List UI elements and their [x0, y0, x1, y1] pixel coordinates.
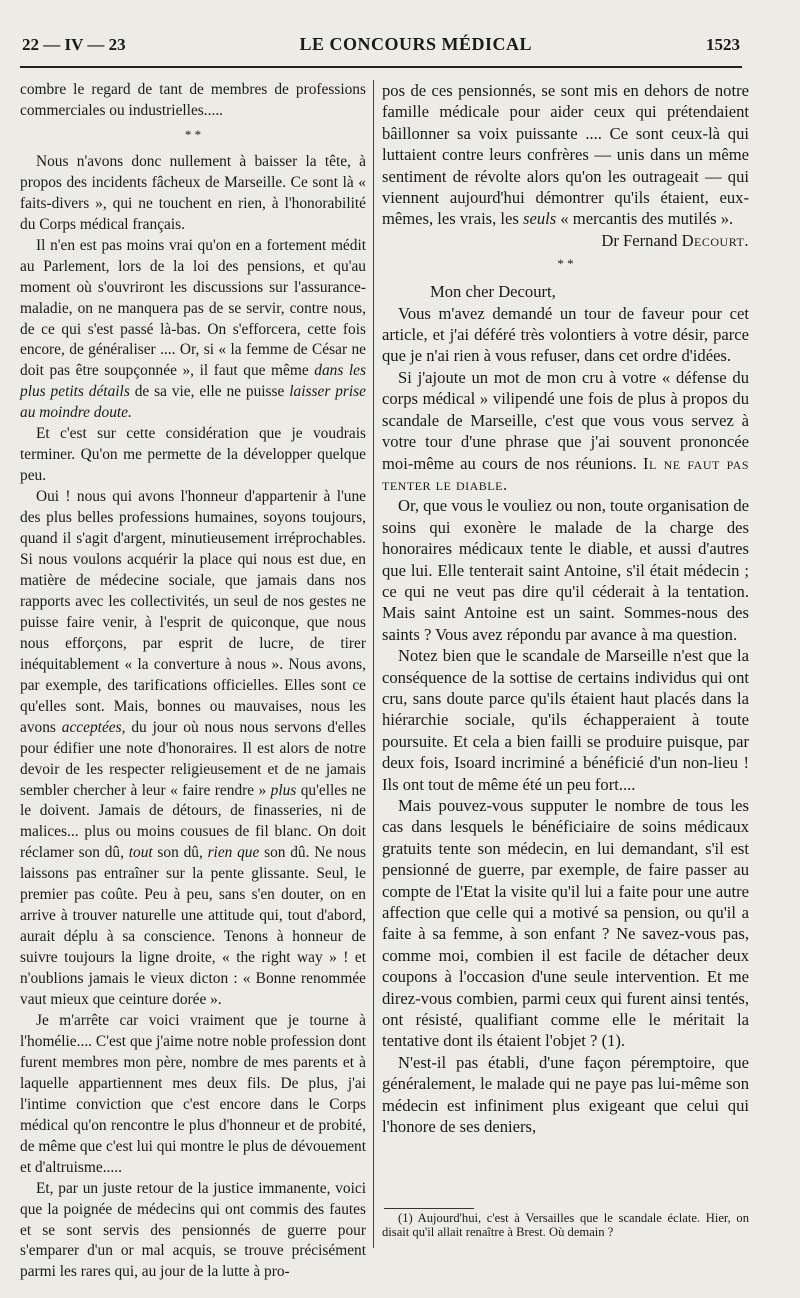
left-column [20, 80, 366, 1283]
paragraph: Et, par un juste retour de la justice immanente, voici que la poignée de médecins qui ont commis des fautes et se sont servis des pensionnés de guerre pour s'emparer d'un or mal acquis, se trouve précisément parmi les rares qui, au jour de la lutte à pro- [20, 1179, 366, 1281]
paragraph: Je m'arrête car voici vraiment que je tourne à l'homélie.... C'est que j'aime notre noble profession dont furent membres mon père, nombre de mes parents et à laquelle appartiennent mes deux fils. De plus, j'ai l'intime conviction que c'est encore dans le Corps médical qu'on rencontre le plus d'honneur et de probité, de même que c'est lui qui montre le plus de dévouement et d'altruisme..... [20, 1011, 366, 1176]
section-separator: * * [184, 126, 202, 142]
page-header [22, 34, 740, 64]
paragraph: Nous n'avons donc nullement à baisser la tête, à propos des incidents fâcheux de Marseille. Ce sont là « faits-divers », qui ne touchent en rien, à l'honorabilité du Corps médical français. [20, 152, 366, 233]
paragraph: Si j'ajoute un mot de mon cru à votre « défense du corps médical » vilipendé une fois de plus à propos du scandale de Marseille, c'est que vous vous servez à votre tour d'une phrase que j'ai souvent prononcée moi-même au cours de nos réunions. Il ne faut pas tenter le diable. [382, 367, 750, 494]
header-rule [20, 66, 742, 68]
paragraph: Oui ! nous qui avons l'honneur d'appartenir à l'une des plus belles professions humaines, soyons toujours, quand il s'agit d'argent, minutieusement irréprochables. Si nous voulons acquérir la place qui nous est due, en matière de médecine sociale, que jamais dans nos rapports avec les collectivités, un seul de nos gestes ne puisse faire venir, à l'esprit de quiconque, que nous nous efforçons, par esprit de lucre, de tirer inéquitablement « la converture à nous ». Nous avons, par exemple, des tarifications officielles. Elles sont ce qu'elles sont. Mais, bonnes ou mauvaises, nous les avons acceptées, du jour où nous nous servons d'elles pour édifier une note d'honoraires. Il est alors de notre devoir de les respecter religieusement et de ne jamais sembler chercher à leur « faire rendre » plus qu'elles ne le doivent. Jamais de détours, de finasseries, ni de malices... plus ou moins cousues de fil blanc. On doit réclamer son dû, tout son dû, rien que son dû. Ne nous laissons pas entraîner sur la pente glissante. Seul, le premier pas coûte. Peu à peu, sans s'en douter, on en arrive à trouver naturelle une attitude qui, tout d'abord, aurait déplu à sa conscience. Tenons à honneur de suivre toujours la ligne droite, « the right way » ! et n'oublions jamais le vieux dicton : « Bonne renommée vaut mieux que ceinture dorée ». [20, 488, 367, 1009]
paragraph: Notez bien que le scandale de Marseille n'est que la conséquence de la sottise de certains individus qui ont cru, sans doute parce qu'ils étaient haut placés dans la hiérarchie sociale, qu'ils échapperaient à toute poursuite. Et cela a bien failli se produire puisque, par deux fois, Isoard incriminé a bénéficié d'un non-lieu ! Ils ont tout de même été un peu fort.... [382, 646, 749, 794]
right-column [382, 80, 749, 1138]
journal-title: LE CONCOURS MÉDICAL [299, 34, 533, 54]
issue-date: 22 — IV — 23 [22, 35, 126, 54]
section-separator: * * [557, 256, 574, 272]
footnote-rule [384, 1208, 474, 1209]
paragraph: Or, que vous le vouliez ou non, toute organisation de soins qui exonère le malade de la charge des honoraires médicaux tente le diable, et aussi d'autres que lui. Elle tenterait saint Antoine, s'il était médecin ; ce qui ne veut pas dire qu'il céderait à la tentation. Mais saint Antoine est un saint. Sommes-nous des saints ? Vous avez répondu par avance à ma question. [382, 496, 749, 644]
paragraph: Et c'est sur cette considération que je voudrais terminer. Qu'on me permette de la développer quelque peu. [20, 425, 366, 485]
paragraph: Vous m'avez demandé un tour de faveur pour cet article, et j'ai déféré très volontiers à votre désir, parce que je n'ai rien à vous refuser, dans cet ordre d'idées. [382, 303, 749, 366]
signature: Dr Fernand Decourt. [601, 230, 749, 250]
paragraph: pos de ces pensionnés, se sont mis en dehors de notre famille médicale pour aider ceux qui prétendaient bâillonner sa voix puissante .... Ce sont ceux-là qui luttaient contre leurs confrères — unis dans un même sentiment de révolte alors qu'on les outrageait — qui viennent aujourd'hui démontrer qu'ils étaient, eux-mêmes, les vrais, les seuls « mercantis des mutilés ». [382, 81, 749, 229]
paragraph: combre le regard de tant de membres de professions commerciales ou industrielles..... [20, 81, 366, 119]
footnote: (1) Aujourd'hui, c'est à Versailles que le scandale éclate. Hier, on disait qu'il allait renaître à Brest. Où demain ? [382, 1211, 749, 1239]
salutation: Mon cher Decourt, [430, 282, 556, 302]
paragraph: N'est-il pas établi, d'une façon péremptoire, que généralement, le malade qui ne paye pas lui-même son médecin est infiniment plus exigeant que celui qui l'honore de ses deniers, [382, 1052, 749, 1137]
page-number: 1523 [706, 35, 740, 54]
paragraph: Mais pouvez-vous supputer le nombre de tous les cas dans lesquels le bénéficiaire de soins médicaux gratuits tente son médecin, en lui demandant, s'il est pensionné de guerre, par exemple, de faire passer au compte de l'Etat la visite qu'il lui a faite pour une autre affection que celle qui a motivé sa pension, ou qu'il a faite à sa femme, à son enfant ? Ne savez-vous pas, comme moi, combien il est facile de détacher deux coupons à l'occasion d'une seule intervention. Et me direz-vous combien, parmi ceux qui furent ainsi tentés, ont résisté, qualifiant comme elle le méritait la tentative dont ils étaient l'objet ? (1). [382, 796, 749, 1051]
column-divider [373, 80, 374, 1248]
paragraph: Il n'en est pas moins vrai qu'on en a fortement médit au Parlement, lors de la loi des pensions, et qu'au moment où s'ouvriront les discussions sur l'assurance-maladie, on ne manquera pas de se servir, contre nous, de ce qui s'est passé là-bas. On s'efforcera, cette fois encore, de généraliser .... Or, si « la femme de César ne doit pas être soupçonnée », il faut que même dans les plus petits détails de sa vie, elle ne puisse laisser prise au moindre doute. [20, 236, 367, 422]
